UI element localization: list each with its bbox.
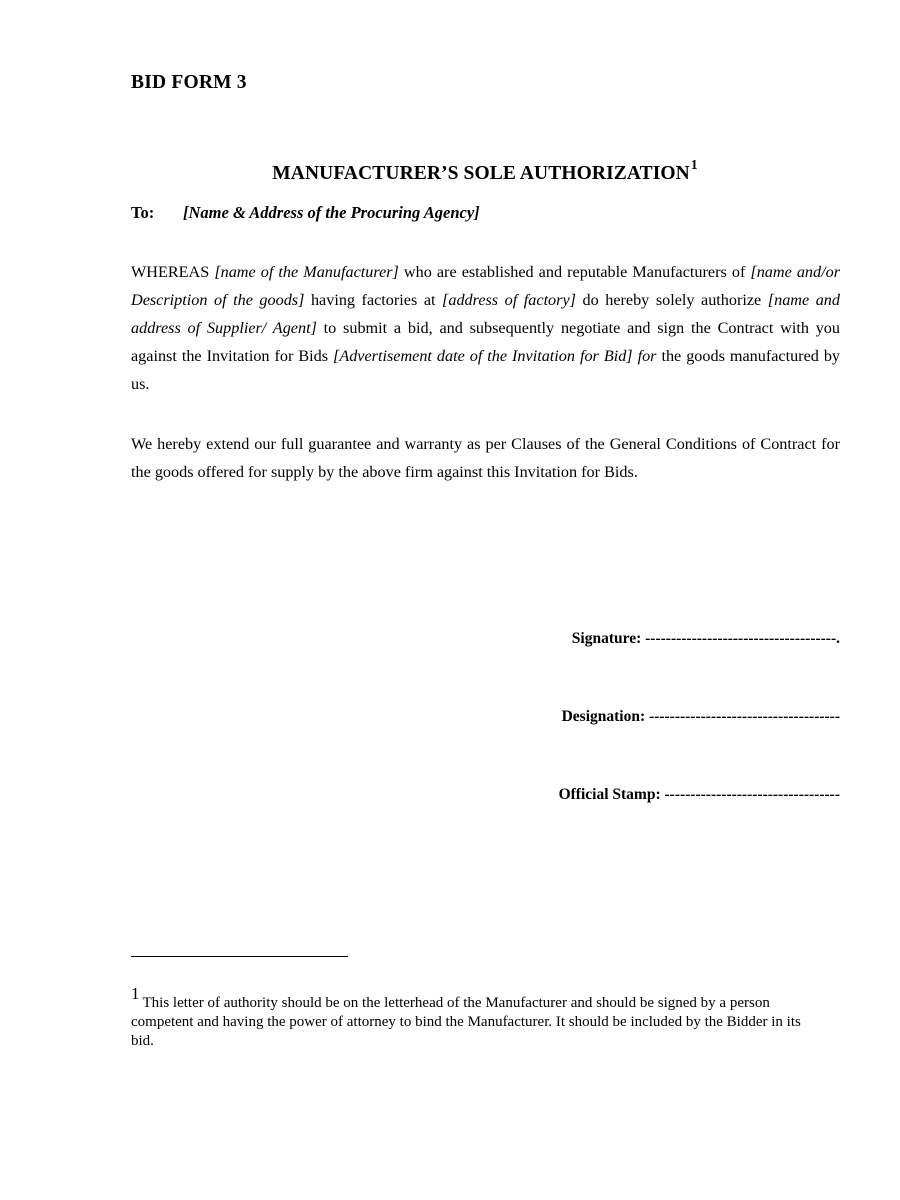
addressee-label: To: (131, 203, 155, 222)
page-title (131, 157, 838, 185)
body-text: We hereby extend our full guarantee and warranty as per Clauses of the General Conditions of Contract for the goods offered for supply by the above firm against this Invitation for Bids. (131, 435, 840, 481)
designation-fill-line: ------------------------------------- (645, 708, 840, 725)
footnote-separator-rule (131, 956, 348, 957)
placeholder-text: [name and address of Supplier/ Agent] (131, 291, 840, 337)
placeholder-text: [name of the Manufacturer] (214, 263, 399, 281)
official-stamp-fill-line: ---------------------------------- (660, 786, 840, 803)
footnote-marker: 1 (131, 984, 140, 1003)
placeholder-text: [name and/or Description of the goods] (131, 263, 841, 309)
footnote (131, 984, 821, 1051)
page-title-text: MANUFACTURER’S SOLE AUTHORIZATION (272, 163, 690, 184)
addressee-line (131, 203, 480, 223)
footnote-text: This letter of authority should be on the letterhead of the Manufacturer and should be signed by a person competent and having the power of attorney to bind the Manufacturer. It should be included by the Bidder in its bid. (131, 995, 801, 1049)
placeholder-text: [address of factory] (442, 291, 576, 309)
body-text: do hereby solely authorize (575, 291, 768, 309)
placeholder-text: [Advertisement date of the Invitation for Bid] for (333, 347, 657, 365)
paragraph-guarantee-clause (131, 430, 840, 486)
designation-row (410, 708, 840, 786)
designation-label: Designation: (561, 708, 646, 725)
body-text: having factories at (304, 291, 443, 309)
signature-block (410, 630, 840, 804)
body-text: the goods manufactured by us. (131, 347, 841, 393)
addressee-value: [Name & Address of the Procuring Agency] (183, 203, 480, 222)
signature-fill-line: -------------------------------------. (641, 630, 840, 647)
footnote-reference-marker: 1 (690, 157, 698, 172)
body-text: who are established and reputable Manufacturers of (398, 263, 751, 281)
signature-label: Signature: (571, 630, 642, 647)
official-stamp-label: Official Stamp: (558, 786, 661, 803)
body-text: to submit a bid, and subsequently negotiate and sign the Contract with you against the Invitation for Bids (131, 319, 840, 365)
signature-row (410, 630, 840, 708)
paragraph-whereas-clause (131, 258, 840, 398)
official-stamp-row (410, 786, 840, 804)
form-number-heading: BID FORM 3 (131, 72, 247, 93)
body-text: WHEREAS (131, 263, 215, 281)
